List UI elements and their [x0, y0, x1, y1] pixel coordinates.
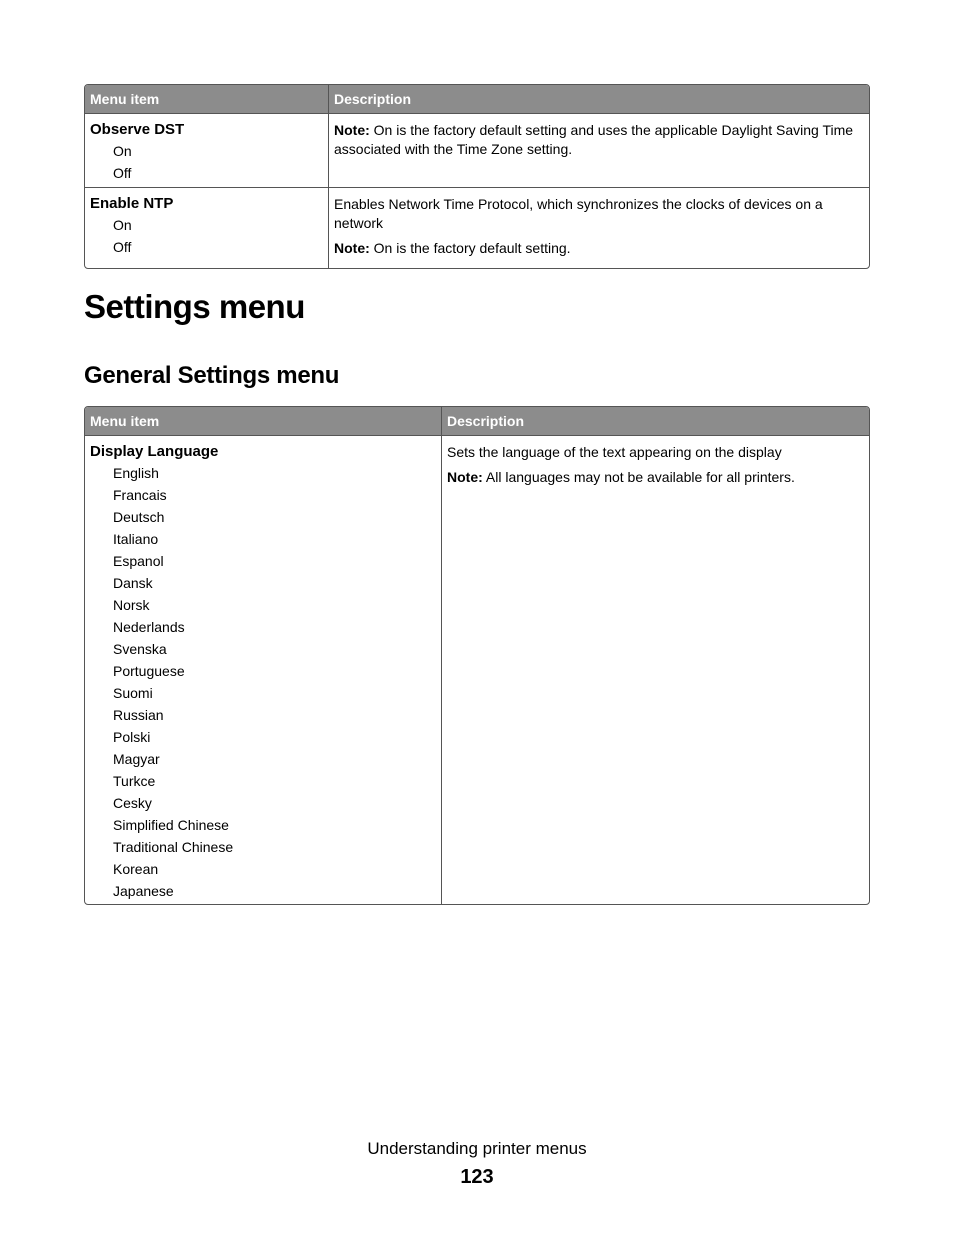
- footer-chapter-title: Understanding printer menus: [367, 1139, 587, 1158]
- description-note: [447, 468, 864, 487]
- table-row: [85, 436, 869, 904]
- language-option: Simplified Chinese: [113, 817, 229, 833]
- menu-option: On: [113, 217, 132, 233]
- table-row: [85, 114, 869, 188]
- header-description: Description: [441, 407, 869, 436]
- note-label: Note:: [447, 469, 483, 485]
- note-text: On is the factory default setting.: [369, 240, 571, 256]
- subsection-heading: General Settings menu: [84, 362, 340, 389]
- header-menu-item: Menu item: [85, 85, 328, 114]
- language-option: Francais: [113, 487, 167, 503]
- description-note: [334, 239, 864, 258]
- language-option: Suomi: [113, 685, 153, 701]
- language-option: Traditional Chinese: [113, 839, 234, 855]
- language-option: Russian: [113, 707, 164, 723]
- description-body: Sets the language of the text appearing on the display: [447, 444, 782, 460]
- page-number: 123: [460, 1166, 494, 1188]
- language-option: English: [113, 465, 159, 481]
- menu-item-cell: [85, 114, 328, 188]
- language-option: Cesky: [113, 795, 152, 811]
- language-option: Deutsch: [113, 509, 165, 525]
- menu-item-name: Enable NTP: [90, 195, 174, 212]
- header-description: Description: [328, 85, 869, 114]
- language-option: Norsk: [113, 597, 150, 613]
- language-option: Korean: [113, 861, 159, 877]
- section-heading: Settings menu: [84, 288, 305, 325]
- dst-ntp-table: [84, 84, 870, 269]
- menu-item-cell: [85, 436, 441, 904]
- language-option: Italiano: [113, 531, 159, 547]
- language-option: Nederlands: [113, 619, 185, 635]
- header-menu-item: Menu item: [85, 407, 441, 436]
- general-settings-table: [84, 406, 870, 905]
- menu-option: On: [113, 143, 132, 159]
- language-option: Turkce: [113, 773, 156, 789]
- description-cell: [328, 114, 869, 188]
- menu-option: Off: [113, 239, 132, 255]
- table-row: [85, 188, 869, 268]
- note-text: All languages may not be available for all printers.: [482, 469, 795, 485]
- note-label: Note:: [334, 240, 370, 256]
- language-option: Magyar: [113, 751, 160, 767]
- description-body: Enables Network Time Protocol, which synchronizes the clocks of devices on a network: [334, 196, 823, 231]
- table-header-row: [85, 407, 869, 436]
- language-option: Espanol: [113, 553, 164, 569]
- description-cell: [441, 436, 869, 904]
- language-option-list: [90, 462, 436, 902]
- description-cell: [328, 188, 869, 268]
- language-option: Svenska: [113, 641, 167, 657]
- menu-item-name: Observe DST: [90, 121, 185, 138]
- menu-option: Off: [113, 165, 132, 181]
- menu-item-name: Display Language: [90, 443, 219, 460]
- language-option: Japanese: [113, 883, 174, 899]
- note-text: On is the factory default setting and uses the applicable Daylight Saving Time associated with the Time Zone setting.: [334, 122, 854, 157]
- description-text: [447, 443, 864, 462]
- language-option: Portuguese: [113, 663, 185, 679]
- language-option: Polski: [113, 729, 151, 745]
- table-header-row: [85, 85, 869, 114]
- language-option: Dansk: [113, 575, 153, 591]
- menu-item-cell: [85, 188, 328, 268]
- description-note: [334, 121, 864, 159]
- description-text: [334, 195, 864, 233]
- note-label: Note:: [334, 122, 370, 138]
